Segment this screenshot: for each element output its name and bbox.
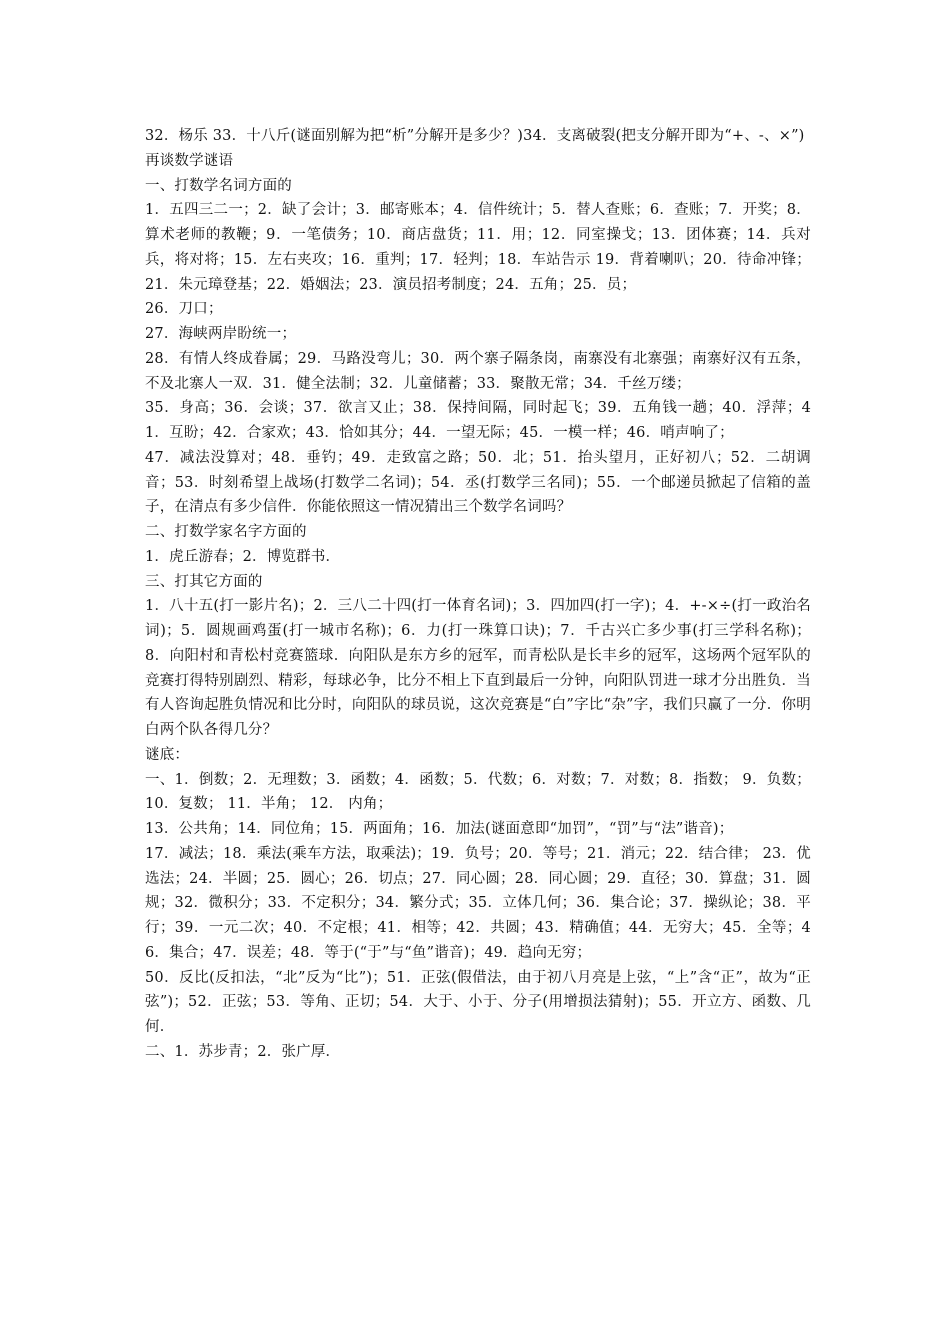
- section-heading-mathematicians: 二、打数学家名字方面的: [145, 524, 307, 540]
- paragraph-answers-mathematicians: 二、1．苏步青；2．张广厚．: [145, 1043, 341, 1060]
- paragraph-answers-13-16: 13．公共角；14．同位角；15．两面角；16．加法(谜面意即“加罚”，“罚”与“法”谐音)；: [145, 821, 734, 837]
- paragraph-answers-32-34: 32．杨乐 33．十八斤(谜面别解为把“析”分解开是多少？)34．支离破裂(把支分解开即为“+、-、×”): [145, 128, 805, 144]
- paragraph-riddles-35-46: 35．身高；36．会谈；37．欲言又止；38．保持间隔，同时起飞；39．五角钱一趟；40．浮萍；41．互盼；42．合家欢；43．恰如其分；44．一望无际；45．一模一样；46．哨声响了；: [145, 400, 811, 441]
- paragraph-answers-17-49: 17．减法；18．乘法(乘车方法，取乘法)；19．负号；20．等号；21．消元；22．结合律； 23．优选法；24．半圆；25．圆心；26．切点；27．同心圆；28．同心圆；29．直径；30．算盘；31．圆规；32．微积分；33．不定积分；34．繁分式；35．立体几何；36．集合论；37．操纵论；38．平行；39．一元二次；40．不定根；41．相等；42．共圆；43．精确值；44．无穷大；45．全等；46．集合；47．误差；48．等于(“于”与“鱼”谐音)；49．趋向无穷；: [145, 845, 811, 961]
- paragraph-other-riddles: 1．八十五(打一影片名)；2．三八二十四(打一体育名词)；3．四加四(打一字)；4．+-×÷(打一政治名词)；5．圆规画鸡蛋(打一城市名称)；6．力(打一珠算口诀)；7．千古兴亡多少事(打三学科名称)；8．向阳村和青松村竞赛篮球．向阳队是东方乡的冠军，而青松队是长丰乡的冠军，这场两个冠军队的竞赛打得特别剧烈、精彩，每球必争，比分不相上下直到最后一分钟，向阳队罚进一球才分出胜负．当有人咨询起胜负情况和比分时，向阳队的球员说，这次竞赛是“白”字比“杂”字，我们只赢了一分．你明白两个队各得几分？: [145, 598, 811, 738]
- document-page: [145, 124, 811, 1065]
- paragraph-answers-1-12: 一、1．倒数；2．无理数；3．函数；4．函数；5．代数；6．对数；7．对数；8．指数； 9．负数；10．复数； 11．半角； 12． 内角；: [145, 771, 811, 813]
- section-heading-math-terms: 一、打数学名词方面的: [145, 177, 292, 194]
- paragraph-mathematician-riddles: 1．虎丘游春；2．博览群书．: [145, 548, 341, 565]
- paragraph-riddles-47-55: 47．减法没算对；48．垂钓；49．走致富之路；50．北；51．抬头望月，正好初八；52．二胡调音；53．时刻希望上战场(打数学二名词)；54．丞(打数学三名同)；55．一个邮递员掀起了信箱的盖子，在清点有多少信件．你能依照这一情况猜出三个数学名词吗？: [145, 449, 811, 516]
- paragraph-riddles-1-25: 1．五四三二一；2．缺了会计；3．邮寄账本；4．信件统计；5．替人查账；6．查账；7．开奖；8．算术老师的教鞭；9．一笔债务；10．商店盘货；11．用；12．同室操戈；13．团体赛；14．兵对兵，将对将；15．左右夹攻；16．重判；17．轻判；18．车站告示 19．背着喇叭；20．待命冲锋；21．朱元璋登基；22．婚姻法；23．演员招考制度；24．五角；25．员；: [145, 202, 811, 293]
- answers-heading: 谜底：: [145, 746, 190, 763]
- paragraph-riddle-27: 27．海峡两岸盼统一；: [145, 326, 297, 342]
- paragraph-riddle-26: 26．刀口；: [145, 301, 223, 318]
- paragraph-answers-50-55: 50．反比(反扣法，“北”反为“比”)；51．正弦(假借法，由于初八月亮是上弦，“上”含“正”，故为“正弦”)；52．正弦；53．等角、正切；54．大于、小于、分子(用增损法猜射)；55．开立方、函数、几何．: [145, 969, 811, 1035]
- document-title: 再谈数学谜语: [145, 152, 234, 169]
- section-heading-other: 三、打其它方面的: [145, 573, 263, 590]
- paragraph-riddles-28-34: 28．有情人终成眷属；29．马路没弯儿；30．两个寨子隔条岗，南寨没有北寨强；南寨好汉有五条，不及北寨人一双．31．健全法制；32．儿童储蓄；33．聚散无常；34．千丝万缕；: [145, 350, 811, 392]
